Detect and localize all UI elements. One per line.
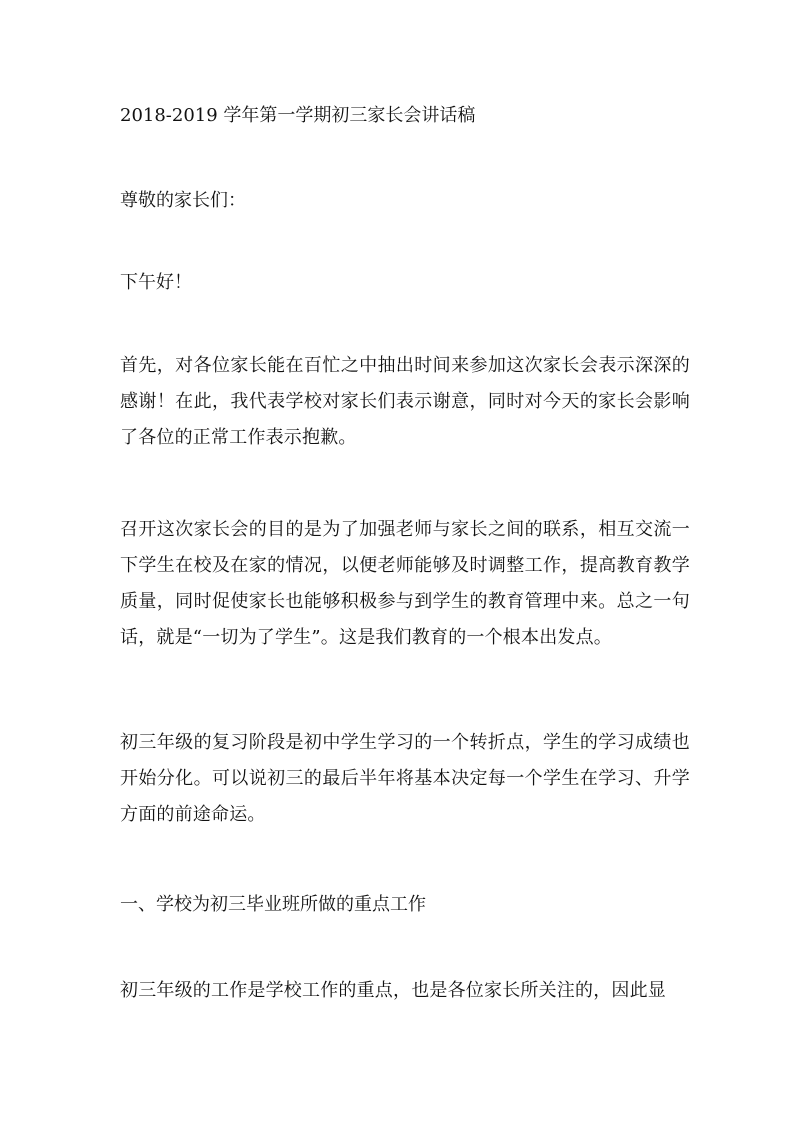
greeting: 下午好！: [120, 272, 192, 293]
paragraph-3: 初三年级的复习阶段是初中学生学习的一个转折点，学生的学习成绩也开始分化。可以说初三的最后半年将基本决定每一个学生在学习、升学方面的前途命运。: [120, 732, 690, 825]
document-title: 2018-2019 学年第一学期初三家长会讲话稿: [120, 105, 476, 126]
salutation: 尊敬的家长们：: [120, 190, 246, 211]
paragraph-1: 首先，对各位家长能在百忙之中抽出时间来参加这次家长会表示深深的感谢！在此，我代表学校对家长们表示谢意，同时对今天的家长会影响了各位的正常工作表示抱歉。: [120, 355, 690, 448]
paragraph-4: 初三年级的工作是学校工作的重点，也是各位家长所关注的，因此显: [120, 980, 666, 1001]
paragraph-2: 召开这次家长会的目的是为了加强老师与家长之间的联系，相互交流一下学生在校及在家的情况，以便老师能够及时调整工作，提高教育教学质量，同时促使家长也能够积极参与到学生的教育管理中来。总之一句话，就是“一切为了学生”。这是我们教育的一个根本出发点。: [120, 519, 690, 648]
section-heading: 一、学校为初三毕业班所做的重点工作: [120, 894, 426, 915]
